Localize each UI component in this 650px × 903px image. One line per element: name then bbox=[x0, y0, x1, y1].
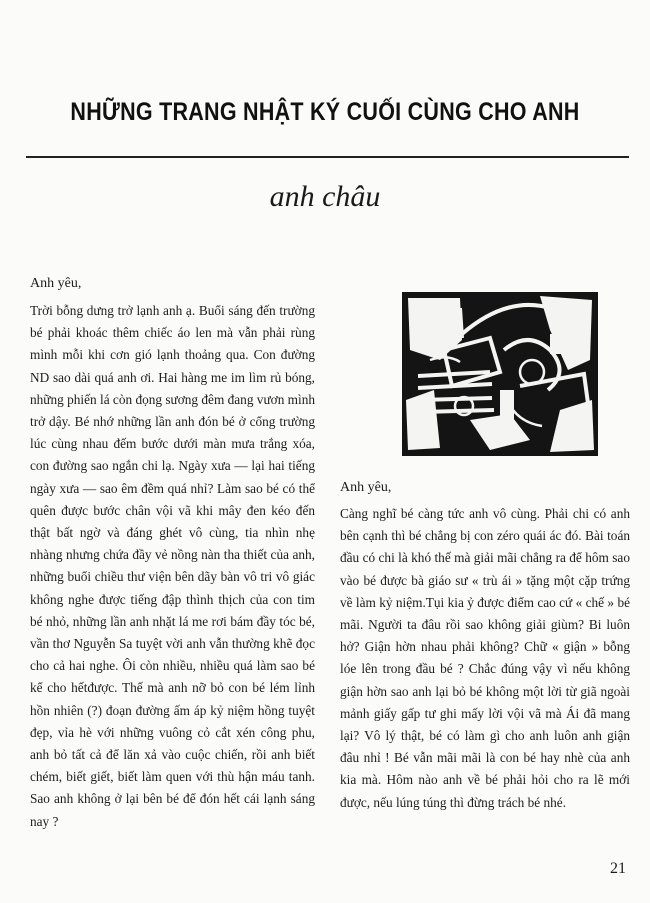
letter-body-left: Trời bỗng dưng trở lạnh anh ạ. Buổi sáng đến trường bé phải khoác thêm chiếc áo len mà vẫn phải rùng mình mỗi khi cơn gió lạnh thoảng qua. Con đường ND sao dài quá anh ơi. Hai hàng me im lìm rủ bóng, những phiến lá còn đọng sương đêm đang vươn mình trở dậy. Bé nhớ những lần anh đón bé ở cổng trường lúc cùng nhau đếm bước dưới màn mưa trắng xóa, con đường sao ngắn chi lạ. Ngày xưa — lại hai tiếng ngày xưa — sao êm đềm quá nhỉ? Làm sao bé có thể quên được bước chân vội vã khi mây đen kéo đến thật bất ngờ và đáng ghét vô cùng, tia nhìn nhẹ nhàng nhưng chứa đầy vẻ nồng nàn tha thiết của anh, những buổi chiều thư viện bên dãy bàn vô tri vô giác không nghe được tiếng đập thình thịch của con tim bé nhỏ, những lần anh nhặt lá me rơi bám đầy tóc bé, vần thơ Nguyễn Sa tuyệt vời anh vẫn thường khẽ đọc cho cả hai nghe. Ôi còn nhiều, nhiều quá làm sao bé kể cho hếtđược. Thế mà anh nỡ bỏ con bé lém lỉnh hồn nhiên (?) đoạn đường ấm áp kỷ niệm hồng tuyệt đẹp, vỉa hè với những vuông cỏ cắt xén công phu, anh bỏ tất cả để lăn xả vào cuộc chiến, rồi anh biết chém, biết giết, biết làm quen với thù hận máu tanh. Sao anh không ở lại bên bé để đón hết cái lạnh sáng nay ? bbox=[30, 303, 315, 829]
page-number: 21 bbox=[610, 860, 626, 877]
article-title: NHỮNG TRANG NHẬT KÝ CUỐI CÙNG CHO ANH bbox=[70, 98, 580, 126]
author-name: anh châu bbox=[269, 180, 381, 213]
letter-greeting-right: Anh yêu, bbox=[340, 480, 392, 495]
letter-body-right: Càng nghĩ bé càng tức anh vô cùng. Phải chi có anh bên cạnh thì bé chẳng bị con zéro quái ác đó. Bài toán đầu có chi là khó thế mà giải mãi chẳng ra để hôm sao vào bé được bà giáo sư « trù ái » tặng một cặp trứng về làm kỷ niệm.Tụi kia ỷ được điểm cao cứ « chế » bé mãi. Người ta đâu rồi sao không giải giùm? Bi luôn hở? Giận hờn nhau phải không? Chữ « giận » bỗng lóe lên trong đầu bé ? Chắc đúng vậy vì nếu không giận hờn sao anh lại bỏ bé không một lời từ giã ngoài mảnh giấy gấp tư ghi mấy lời vội vã mà Ái đã mang lại? Vô lý thật, bé có làm gì cho anh luôn anh giận đâu nhỉ ! Bé vẫn mãi mãi là con bé hay nhè của anh kia mà. Hôm nào anh về bé phải hỏi cho ra lẽ mới được, nếu lúng túng thì đừng trách bé nhé. bbox=[340, 506, 630, 810]
title-divider bbox=[26, 156, 629, 158]
letter-greeting-left: Anh yêu, bbox=[30, 276, 82, 291]
abstract-woodcut-art-icon bbox=[400, 290, 600, 458]
